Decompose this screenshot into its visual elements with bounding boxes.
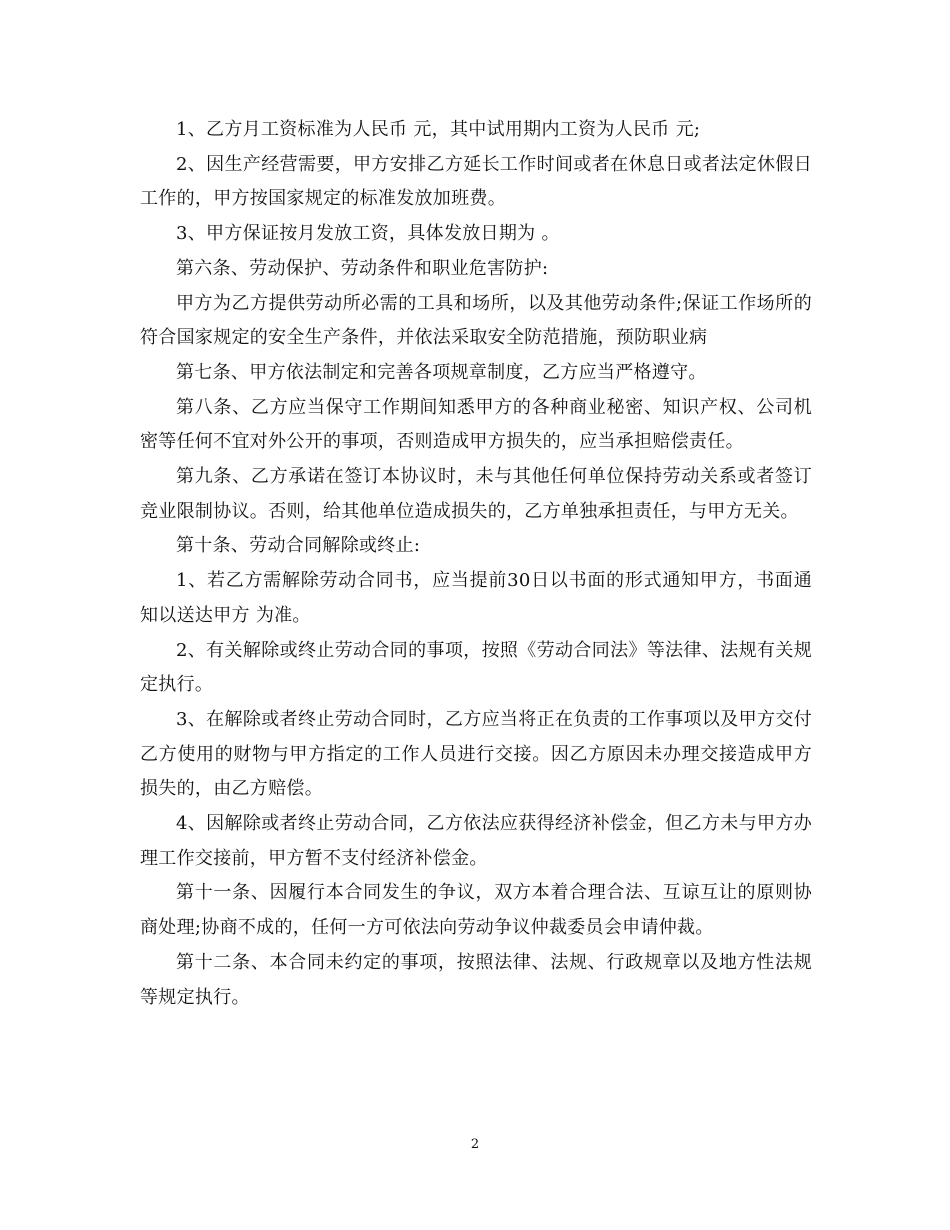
article-6-heading: 第六条、劳动保护、劳动条件和职业危害防护: [176, 257, 549, 279]
document-body [140, 113, 812, 1015]
article-8: 第八条、乙方应当保守工作期间知悉甲方的各种商业秘密、知识产权、公司机密等任何不宜对外公开的事项，否则造成甲方损失的，应当承担赔偿责任。 [140, 396, 812, 453]
paragraph-termination-notice: 1、若乙方需解除劳动合同书，应当提前30日以书面的形式通知甲方，书面通知以送达甲方 为准。 [140, 570, 812, 626]
paragraph-handover: 3、在解除或者终止劳动合同时，乙方应当将正在负责的工作事项以及甲方交付乙方使用的财物与甲方指定的工作人员进行交接。因乙方原因未办理交接造成甲方损失的，由乙方赔偿。 [140, 708, 812, 800]
article-11: 第十一条、因履行本合同发生的争议，双方本着合理合法、互谅互让的原则协商处理;协商不成的，任何一方可依法向劳动争议仲裁委员会申请仲裁。 [140, 882, 812, 939]
paragraph-labor-protection: 甲方为乙方提供劳动所必需的工具和场所，以及其他劳动条件;保证工作场所的符合国家规定的安全生产条件，并依法采取安全防范措施，预防职业病 [140, 292, 812, 349]
paragraph-termination-law: 2、有关解除或终止劳动合同的事项，按照《劳动合同法》等法律、法规有关规定执行。 [140, 639, 812, 696]
article-10-heading: 第十条、劳动合同解除或终止: [176, 535, 421, 557]
article-7: 第七条、甲方依法制定和完善各项规章制度，乙方应当严格遵守。 [176, 361, 707, 383]
article-9: 第九条、乙方承诺在签订本协议时，未与其他任何单位保持劳动关系或者签订竞业限制协议。否则，给其他单位造成损失的，乙方单独承担责任，与甲方无关。 [140, 466, 812, 522]
paragraph-compensation: 4、因解除或者终止劳动合同，乙方依法应获得经济补偿金，但乙方未与甲方办理工作交接前，甲方暂不支付经济补偿金。 [140, 813, 812, 869]
paragraph-pay-date: 3、甲方保证按月发放工资，具体发放日期为 。 [176, 223, 560, 245]
paragraph-salary-standard: 1、乙方月工资标准为人民币 元，其中试用期内工资为人民币 元; [176, 119, 701, 140]
article-12: 第十二条、本合同未约定的事项，按照法律、法规、行政规章以及地方性法规等规定执行。 [140, 951, 812, 1008]
page-number: 2 [470, 1137, 480, 1152]
paragraph-overtime-pay: 2、因生产经营需要，甲方安排乙方延长工作时间或者在休息日或者法定休假日工作的，甲方按国家规定的标准发放加班费。 [140, 153, 812, 210]
